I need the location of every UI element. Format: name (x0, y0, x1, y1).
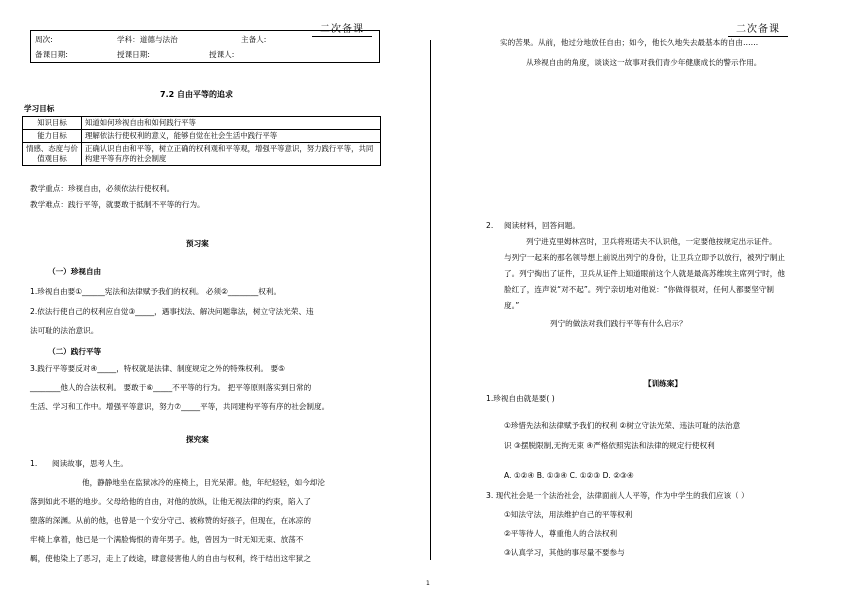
training-q1-choices: A. ①②④ B. ①③④ C. ①②③ D. ②③④ (504, 471, 634, 480)
info-subject: 学科：道德与法治 (117, 35, 178, 44)
info-prep-date: 备课日期: (35, 50, 68, 59)
explore-item1-no: 1. (30, 459, 38, 468)
explore-item2-no: 2. (486, 221, 494, 230)
goals-heading: 学习目标 (24, 104, 55, 113)
left-header-title: 二次备课 (312, 20, 372, 37)
preview-q3-line3: 生活、学习和工作中。增强平等意识，努力⑦_____平等，共同建构平等有序的社会制度。 (30, 402, 330, 411)
story-question: 从珍视自由的角度，谈谈这一故事对我们青少年健康成长的警示作用。 (526, 58, 762, 67)
story-line: 他，静静地坐在监狱冰冷的座椅上，目光呆滞。他，年纪轻轻，如今却沦 (82, 478, 325, 487)
material-line: 度。” (504, 301, 520, 310)
info-week: 周次: (35, 35, 53, 44)
lesson-title: 7.2 自由平等的追求 (160, 90, 233, 99)
training-q3-option: ③认真学习，其他的事尽量不要参与 (504, 548, 625, 557)
training-q3-option: ①知法守法，用法维护自己的平等权利 (504, 510, 633, 519)
goal-value: 知道如何珍视自由和如何践行平等 (82, 117, 381, 130)
training-q3-option: ②平等待人，尊重他人的合法权利 (504, 529, 618, 538)
table-row (23, 143, 381, 166)
preview-title: 预习案 (186, 239, 209, 248)
training-q1-options-2: 识 ③摆脱限制,无拘无束 ④严格依照宪法和法律的规定行使权利 (504, 441, 715, 450)
info-preparer: 主备人: (241, 35, 267, 44)
story-line: 堕落的深渊。从前的他，也曾是一个安分守己、被称赞的好孩子，但现在，在冰凉的 (30, 516, 311, 525)
table-row (23, 130, 381, 143)
difficult-point: 教学难点：践行平等，就要敢于抵制不平等的行为。 (30, 200, 205, 209)
training-q3: 3. 现代社会是一个法治社会，法律面前人人平等，作为中学生的我们应该（ ） (486, 491, 749, 500)
training-q1-options-1: ①珍惜先法和法律赋予我们的权利 ②树立守法光荣、违法可耻的法治意 (504, 421, 741, 430)
info-box (30, 30, 380, 63)
training-q1: 1.珍视自由就是要( ) (486, 394, 555, 403)
right-page (430, 0, 860, 607)
preview-q3-line2: ________他人的合法权利。 要敢于⑥_____不平等的行为。 把平等原则落实到日常的 (30, 383, 312, 392)
story-continuation: 实的苦果。从前，他过分地放任自由；如今，他长久地失去最基本的自由…… (500, 38, 759, 47)
training-title: 【训练案】 (644, 379, 682, 388)
preview-q2-line2: 法可耻的法治意识。 (30, 326, 99, 335)
story-line: 牢椅上拿着，他已是一个满脸悔恨的青年男子。他，曾因为一时无知无束、放荡不 (30, 535, 304, 544)
material-line: 脸红了，连声说“对不起”。列宁亲切地对他说：“你做得很对，任何人都要坚守制 (504, 285, 774, 294)
preview-q1: 1.珍视自由要①______宪法和法律赋予我们的权利。 必须②________权利。 (30, 287, 282, 296)
key-point: 教学重点：珍视自由，必须依法行使权利。 (30, 184, 175, 193)
preview-q2-line1: 2.依法行使自己的权利应自觉③_____，遇事找法、解决问题靠法，树立守法光荣、违 (30, 307, 314, 316)
explore-item2-head: 阅读材料，回答问题。 (504, 221, 580, 230)
material-line: 与列宁一起来的那名领导想上前说出列宁的身份，让卫兵立即予以放行，被列宁制止 (504, 253, 785, 262)
material-line: 了。列宁掏出了证件，卫兵从证件上知道眼前这个人就是最高苏维埃主席列宁时，他 (504, 269, 785, 278)
section-equality: （二）践行平等 (48, 347, 102, 356)
goal-key: 能力目标 (23, 130, 82, 143)
info-teacher: 授课人: (209, 50, 235, 59)
page-number: 1 (426, 580, 430, 587)
story-line: 羁，使他染上了恶习，走上了歧途，肆意侵害他人的自由与权利，终于结出这牢狱之 (30, 554, 311, 563)
preview-q3-line1: 3.践行平等要反对④_____，特权就是法律、制度规定之外的特殊权利。 要⑤ (30, 364, 285, 373)
goals-table (22, 116, 381, 166)
goal-value: 正确认识自由和平等，树立正确的权利观和平等观，增强平等意识，努力践行平等，共同构建平等有序的社会制度 (82, 143, 381, 166)
item2-question: 列宁的做法对我们践行平等有什么启示？ (550, 319, 687, 328)
goal-key: 知识目标 (23, 117, 82, 130)
story-line: 落到如此不堪的地步。父母给他的自由，对他的放纵，让他无视法律的约束，陷入了 (30, 497, 311, 506)
goal-value: 理解依法行使权利的意义，能够自觉在社会生活中践行平等 (82, 130, 381, 143)
table-row (23, 117, 381, 130)
material-line: 列宁进克里姆林宫时，卫兵将班诺夫不认识他，一定要他按规定出示证件。 (526, 237, 777, 246)
info-teach-date: 授课日期: (117, 50, 150, 59)
section-freedom: （一）珍视自由 (48, 267, 102, 276)
explore-title: 探究案 (186, 435, 209, 444)
right-header-title: 二次备课 (728, 20, 788, 37)
explore-item1-head: 阅读故事，思考人生。 (52, 459, 128, 468)
goal-key: 情感、态度与价值观目标 (23, 143, 82, 166)
